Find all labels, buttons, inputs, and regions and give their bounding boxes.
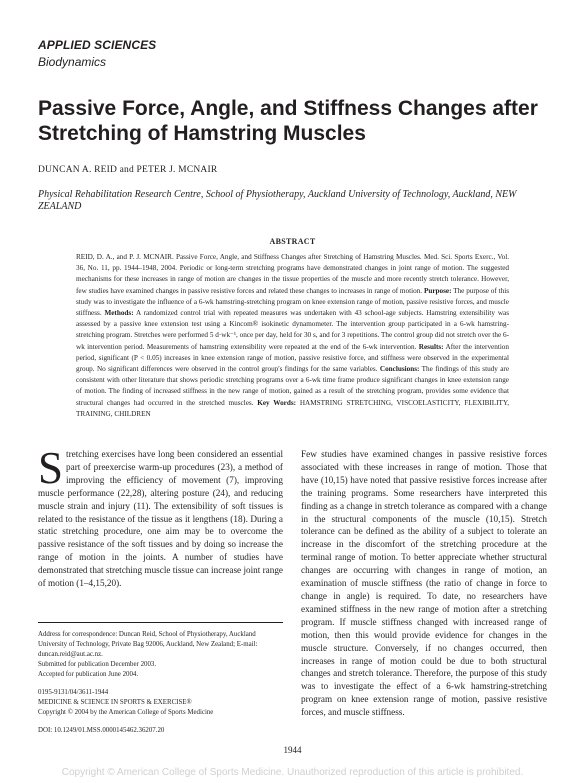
section-label: APPLIED SCIENCES xyxy=(38,38,157,52)
footnote-submitted: Submitted for publication December 2003. xyxy=(38,661,157,668)
abstract-results-label: Results: xyxy=(418,342,444,351)
abstract-conclusions: The findings of this study are consistent with other literature that shows periodic stretching programs over a 6-wk time frame produce significant changes in knee extension range of motion. The finding of increased stiffness in the new range of motion, gained as a result of the stretching program, provides some evidence that structural changes had occurred in the stretched muscles. xyxy=(76,365,510,407)
footnote-doi: DOI: 10.1249/01.MSS.0000145462.36207.20 xyxy=(38,727,165,734)
abstract-keywords: HAMSTRING STRETCHING, VISCOELASTICITY, FLEXIBILITY, TRAINING, CHILDREN xyxy=(76,398,510,418)
article-title: Passive Force, Angle, and Stiffness Changes after Stretching of Hamstring Muscles xyxy=(38,97,538,145)
abstract-methods-label: Methods: xyxy=(104,309,134,318)
abstract-purpose: The purpose of this study was to investigate the influence of a 6-wk hamstring-stretching program on knee extension range of motion, passive resistive forces, and muscle stiffness. xyxy=(76,286,509,318)
copyright-watermark: Copyright © American College of Sports Medicine. Unauthorized reproduction of this article is prohibited. xyxy=(61,767,524,778)
footnote-divider xyxy=(38,622,283,623)
abstract-body xyxy=(76,252,509,420)
abstract-citation: REID, D. A., and P. J. MCNAIR. Passive Force, Angle, and Stiffness Changes after Stretching of Hamstring Muscles. Med. Sci. Sports Exerc., Vol. 36, No. 11, pp. 1944–1948, 2004. Periodic or long-term stretching programs have demonstrated changes in joint range of motion. The suggested mechanisms for these increases in range of motion are changes in the tissue properties of the muscle and more recently stretch tolerance. However, few studies have examined changes in passive resistive forces and related these changes to increases in range of motion. xyxy=(76,253,509,295)
footnote-journal: MEDICINE & SCIENCE IN SPORTS & EXERCISE® xyxy=(38,699,192,706)
abstract-heading: ABSTRACT xyxy=(269,237,316,246)
abstract-purpose-label: Purpose: xyxy=(423,286,452,295)
footnote-correspondence: Address for correspondence: Duncan Reid, School of Physiotherapy, Auckland University of Technology, Private Bag 92006, Auckland, New Zealand; E-mail: duncan.reid@aut.ac.nz. xyxy=(38,631,258,658)
abstract-methods: A randomized control trial with repeated measures was undertaken with 43 school-age subjects. Hamstring extensibility was assessed by a passive knee extension test using a Kincom® isokinetic dynamometer. The intervention group participated in a 6-wk hamstring-stretching program. Stretches were performed 5 d·wk⁻¹, once per day, held for 30 s, and for 3 repetitions. The control group did not stretch over the 6-wk intervention period. Measurements of hamstring extensibility were repeated at the end of the 6-wk intervention. xyxy=(76,309,509,351)
abstract-conclusions-label: Conclusions: xyxy=(379,365,420,374)
abstract-keywords-label: Key Words: xyxy=(257,398,297,407)
footnotes xyxy=(38,630,283,736)
footnote-accepted: Accepted for publication June 2004. xyxy=(38,671,139,678)
body-right-column xyxy=(301,448,547,719)
body-left-column xyxy=(38,443,283,590)
drop-cap: S xyxy=(38,443,64,493)
footnote-copyright: Copyright © 2004 by the American College of Sports Medicine xyxy=(38,709,214,716)
right-column-text: Few studies have examined changes in passive resistive forces associated with these increases in range of motion. Those that have (10,15) have noted that passive resistive forces increase after the training programs. Some researchers have interpreted this finding as a change in stretch tolerance as compared with a change in the structural components of the muscle (10,15). Stretch tolerance can be defined as the ability of a subject to tolerate an increase in the discomfort of the stretching procedure at the terminal range of motion. To better appreciate whether structural changes are occurring with changes in range of motion, an examination of muscle stiffness (the ratio of change in force to change in angle) is required. To date, no researchers have examined stiffness in the new range of motion after a stretching program. If muscle stiffness changed with increased range of motion, then this would provide evidence for changes in the muscle structure. Conversely, if no changes occurred, then increases in range of motion could be due to both structural changes and stretch tolerance. Therefore, the purpose of this study was to investigate the effect of a 6-wk hamstring-stretching program on knee extension range of motion, passive resistive forces, and muscle stiffness. xyxy=(301,449,547,718)
article-affiliation: Physical Rehabilitation Research Centre, School of Physiotherapy, Auckland University of Technology, Auckland, NEW ZEALAND xyxy=(38,189,517,212)
left-column-text: tretching exercises have long been considered an essential part of preexercise warm-up procedures (23), a method of improving the efficiency of movement (7), improving muscle performance (22,28), altering posture (24), and reducing muscle strain and injury (11). The extensibility of soft tissues is related to the resistance of the tissue as it lengthens (18). During a static stretching procedure, one aim may be to overcome the passive resistance of the soft tissues and by doing so increase the range of motion in the joints. A number of studies have demonstrated that stretching muscle tissue can increase joint range of motion (1–4,15,20). xyxy=(38,449,283,589)
abstract-results: After the intervention period, significant (P < 0.05) increases in knee extension range of motion, passive resistive force, and stiffness were observed in the experimental group. No significant differences were observed in the control group's findings for the same variables. xyxy=(76,342,509,374)
footnote-issn: 0195-9131/04/3611-1944 xyxy=(38,689,109,696)
article-authors: DUNCAN A. REID and PETER J. MCNAIR xyxy=(38,165,218,175)
subsection-label: Biodynamics xyxy=(38,55,107,69)
page-number: 1944 xyxy=(283,745,302,755)
